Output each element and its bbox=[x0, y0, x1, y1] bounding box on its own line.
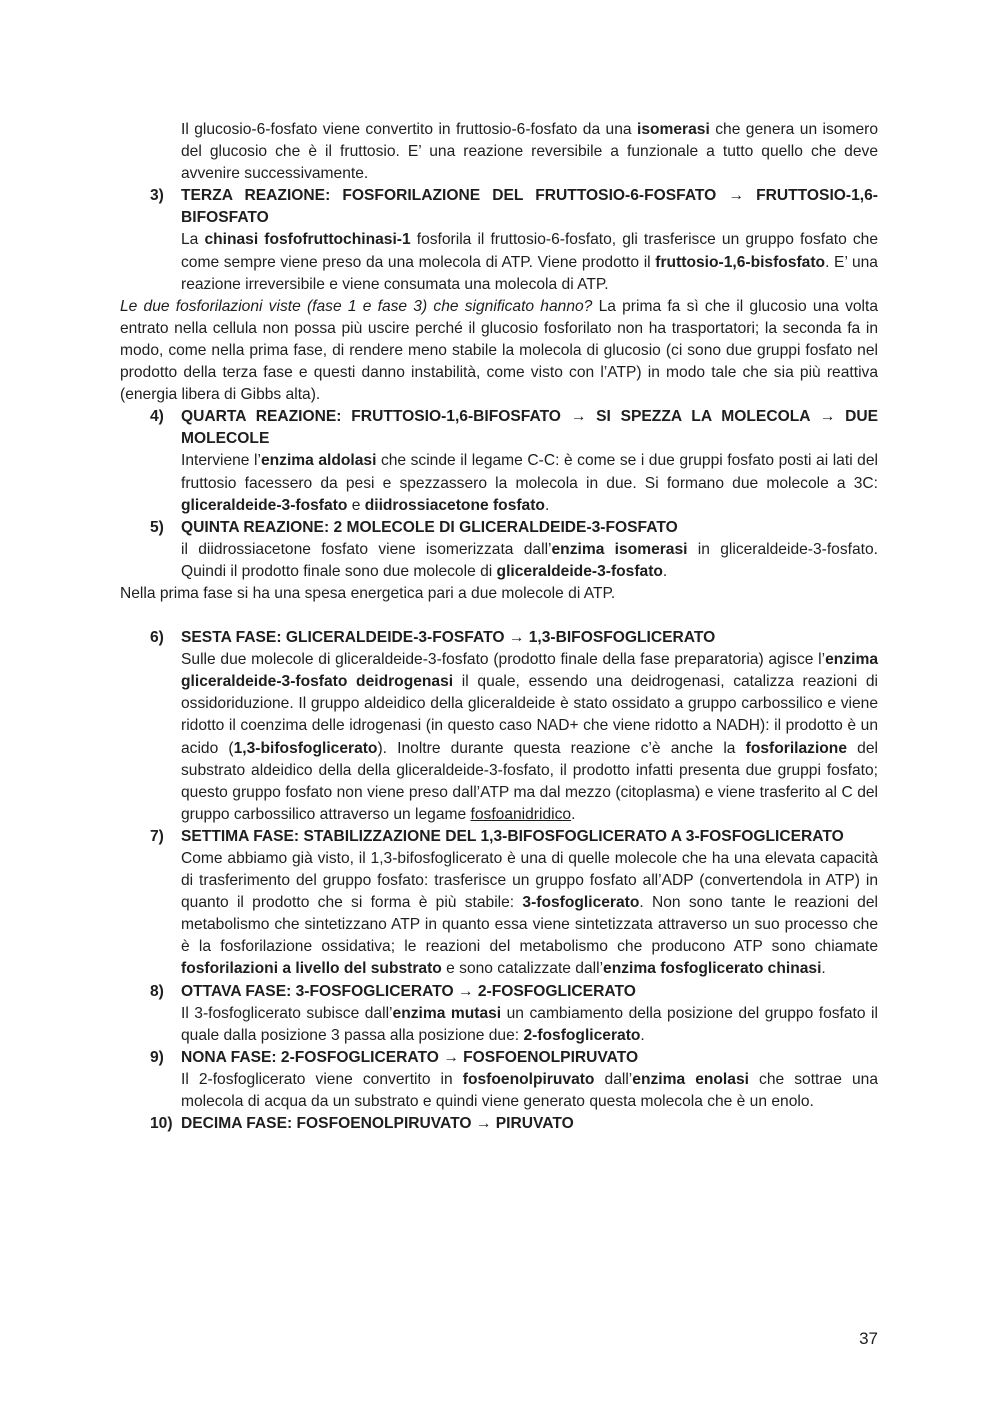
bold-term: enzima fosfoglicerato chinasi bbox=[603, 960, 822, 978]
step-10-number: 10) bbox=[150, 1115, 173, 1133]
step-5-body bbox=[181, 539, 878, 583]
text-run: Il 3-fosfoglicerato subisce dall’ bbox=[181, 1004, 393, 1022]
step-10-heading: DECIMA FASE: FOSFOENOLPIRUVATO → PIRUVATO bbox=[181, 1115, 574, 1133]
text-run: Nella prima fase si ha una spesa energetica pari a due molecole di ATP. bbox=[120, 584, 616, 602]
step-9 bbox=[120, 1047, 878, 1113]
step-4-number: 4) bbox=[150, 408, 164, 426]
bold-term: gliceraldeide-3-fosfato bbox=[181, 496, 348, 514]
text-run: Interviene l’ bbox=[181, 452, 261, 470]
step-8-body bbox=[181, 1003, 878, 1047]
step-9-body bbox=[181, 1069, 878, 1113]
step-8-number: 8) bbox=[150, 982, 164, 1000]
step-5 bbox=[120, 517, 878, 583]
page-number: 37 bbox=[859, 1329, 878, 1348]
bold-term: diidrossiacetone fosfato bbox=[364, 496, 545, 514]
bold-term: 2-fosfoglicerato bbox=[523, 1026, 641, 1044]
text-run: fosforila il fruttosio-6-fosfato, gli trasferisce un gruppo fosfato che come sempre viene preso da una molecola di ATP. Viene prodotto il bbox=[181, 231, 878, 271]
bold-term: fosforilazioni a livello del substrato bbox=[181, 960, 442, 978]
step-3 bbox=[120, 185, 878, 295]
bold-term: 1,3-bifosfoglicerato bbox=[233, 739, 378, 757]
step-3-body bbox=[181, 229, 878, 295]
bold-term: 3-fosfoglicerato bbox=[522, 894, 640, 912]
step-6-number: 6) bbox=[150, 629, 164, 647]
text-run: Sulle due molecole di gliceraldeide-3-fosfato (prodotto finale della fase preparatoria) agisce l’ bbox=[181, 651, 826, 669]
step-4-heading: QUARTA REAZIONE: FRUTTOSIO-1,6-BIFOSFATO → SI SPEZZA LA MOLECOLA → DUE MOLECOLE bbox=[181, 408, 878, 448]
step-7 bbox=[120, 826, 878, 981]
text-run: e sono catalizzate dall’ bbox=[441, 960, 604, 978]
text-run: . E’ una reazione irreversibile e viene consumata una molecola di ATP. bbox=[181, 253, 878, 293]
bold-term: chinasi fosfofruttochinasi-1 bbox=[204, 231, 411, 249]
text-run: La bbox=[181, 231, 205, 249]
bold-term: enzima mutasi bbox=[392, 1004, 502, 1022]
text-run: . bbox=[544, 496, 550, 514]
step-6 bbox=[120, 627, 878, 826]
text-run: il diidrossiacetone fosfato viene isomerizzata dall’ bbox=[181, 540, 552, 558]
bold-term: enzima enolasi bbox=[632, 1070, 749, 1088]
text-run: . Non sono tante le reazioni del metabolismo che sintetizzano ATP in quanto essa viene sintetizzata attraverso un suo processo che è la fosforilazione ossidativa; le reazioni del metabolismo che producono ATP sono chiamate bbox=[181, 894, 878, 956]
bold-term: fosforilazione bbox=[745, 739, 848, 757]
text-run: Il 2-fosfoglicerato viene convertito in bbox=[181, 1070, 463, 1088]
bold-term: enzima aldolasi bbox=[260, 452, 377, 470]
step-6-heading: SESTA FASE: GLICERALDEIDE-3-FOSFATO → 1,3-BIFOSFOGLICERATO bbox=[181, 629, 716, 647]
bold-term: enzima gliceraldeide-3-fosfato deidrogenasi bbox=[181, 651, 878, 691]
text-run: il quale, essendo una deidrogenasi, catalizza reazioni di ossidoriduzione. Il gruppo aldeidico della gliceraldeide è stato ossidato a gruppo carbossilico e viene ridotto il coenzima delle idrogenasi (in questo caso NAD+ che viene ridotto a NADH): il prodotto è un acido ( bbox=[181, 673, 878, 757]
text-run: dall’ bbox=[594, 1070, 633, 1088]
text-run: in gliceraldeide-3-fosfato. Quindi il prodotto finale sono due molecole di bbox=[181, 540, 878, 580]
text-run: che scinde il legame C-C: è come se i due gruppi fosfato posti ai lati del fruttosio facessero da pesi e spezzassero la molecola in due. Si formano due molecole a 3C: bbox=[181, 452, 878, 492]
step-9-heading: NONA FASE: 2-FOSFOGLICERATO → FOSFOENOLPIRUVATO bbox=[181, 1048, 639, 1066]
phosphorylation-note bbox=[120, 296, 878, 406]
bold-term: fosfoenolpiruvato bbox=[462, 1070, 595, 1088]
bold-term: isomerasi bbox=[636, 121, 710, 138]
italic-question: Le due fosforilazioni viste (fase 1 e fase 3) che significato hanno? bbox=[120, 297, 593, 315]
step-5-heading: QUINTA REAZIONE: 2 MOLECOLE DI GLICERALDEIDE-3-FOSFATO bbox=[181, 518, 678, 536]
step-5-number: 5) bbox=[150, 518, 164, 536]
step-3-number: 3) bbox=[150, 187, 164, 205]
first-phase-note bbox=[120, 583, 878, 605]
text-run: Il glucosio-6-fosfato viene convertito in fruttosio-6-fosfato da una bbox=[181, 121, 637, 138]
step-7-body bbox=[181, 848, 878, 981]
step-8-heading: OTTAVA FASE: 3-FOSFOGLICERATO → 2-FOSFOGLICERATO bbox=[181, 982, 636, 1000]
bold-term: gliceraldeide-3-fosfato bbox=[496, 562, 663, 580]
text-run: che genera un isomero del glucosio che è il fruttosio. E’ una reazione reversibile a funzionale a tutto quello che deve avvenire successivamente. bbox=[181, 121, 879, 183]
underlined-term: fosfoanidridico bbox=[470, 805, 572, 823]
text-run: un cambiamento della posizione del gruppo fosfato il quale dalla posizione 3 passa alla posizione due: bbox=[181, 1004, 878, 1044]
text-run: . bbox=[571, 805, 576, 823]
step-8 bbox=[120, 981, 878, 1047]
bold-term: fruttosio-1,6-bisfosfato bbox=[655, 253, 826, 271]
document-page bbox=[120, 119, 878, 1135]
text-run: del substrato aldeidico della della gliceraldeide-3-fosfato, il prodotto infatti presenta due gruppi fosfato; questo gruppo fosfato non viene preso dall’ATP ma dal mezzo (citoplasma) e viene trasferito al C del gruppo carbossilico attraverso un legame bbox=[181, 739, 878, 823]
text-run: . bbox=[662, 562, 668, 580]
text-run: ). Inoltre durante questa reazione c’è anche la bbox=[377, 739, 746, 757]
step-6-body bbox=[181, 649, 878, 826]
step-4-body bbox=[181, 450, 878, 516]
text-run: . bbox=[821, 960, 826, 978]
step-10 bbox=[120, 1113, 878, 1135]
text-run: . bbox=[640, 1026, 645, 1044]
step-7-heading: SETTIMA FASE: STABILIZZAZIONE DEL 1,3-BIFOSFOGLICERATO A 3-FOSFOGLICERATO bbox=[181, 827, 844, 845]
step-4 bbox=[120, 406, 878, 516]
bold-term: enzima isomerasi bbox=[551, 540, 688, 558]
paragraph-gap bbox=[120, 605, 878, 627]
step-3-heading: TERZA REAZIONE: FOSFORILAZIONE DEL FRUTTOSIO-6-FOSFATO → FRUTTOSIO-1,6-BIFOSFATO bbox=[181, 187, 878, 227]
step-7-number: 7) bbox=[150, 827, 164, 845]
text-run: Come abbiamo già visto, il 1,3-bifosfoglicerato è una di quelle molecole che ha una elevata capacità di trasferimento del gruppo fosfato: trasferisce un gruppo fosfato all’ADP (convertendola in ATP) in quanto il prodotto che si forma è più stabile: bbox=[181, 850, 878, 912]
text-run: e bbox=[347, 496, 365, 514]
step-9-number: 9) bbox=[150, 1048, 164, 1066]
intro-paragraph bbox=[181, 119, 878, 185]
text-run: La prima fa sì che il glucosio una volta entrato nella cellula non possa più uscire perché il glucosio fosforilato non ha trasportatori; la seconda fa in modo, come nella prima fase, di rendere meno stabile la molecola di glucosio (ci sono due gruppi fosfato nel prodotto della terza fase e questi danno instabilità, come visto con l’ATP) in modo tale che sia più reattiva (energia libera di Gibbs alta). bbox=[120, 297, 879, 404]
text-run: che sottrae una molecola di acqua da un substrato e quindi viene generato questa molecola che è un enolo. bbox=[181, 1070, 878, 1111]
